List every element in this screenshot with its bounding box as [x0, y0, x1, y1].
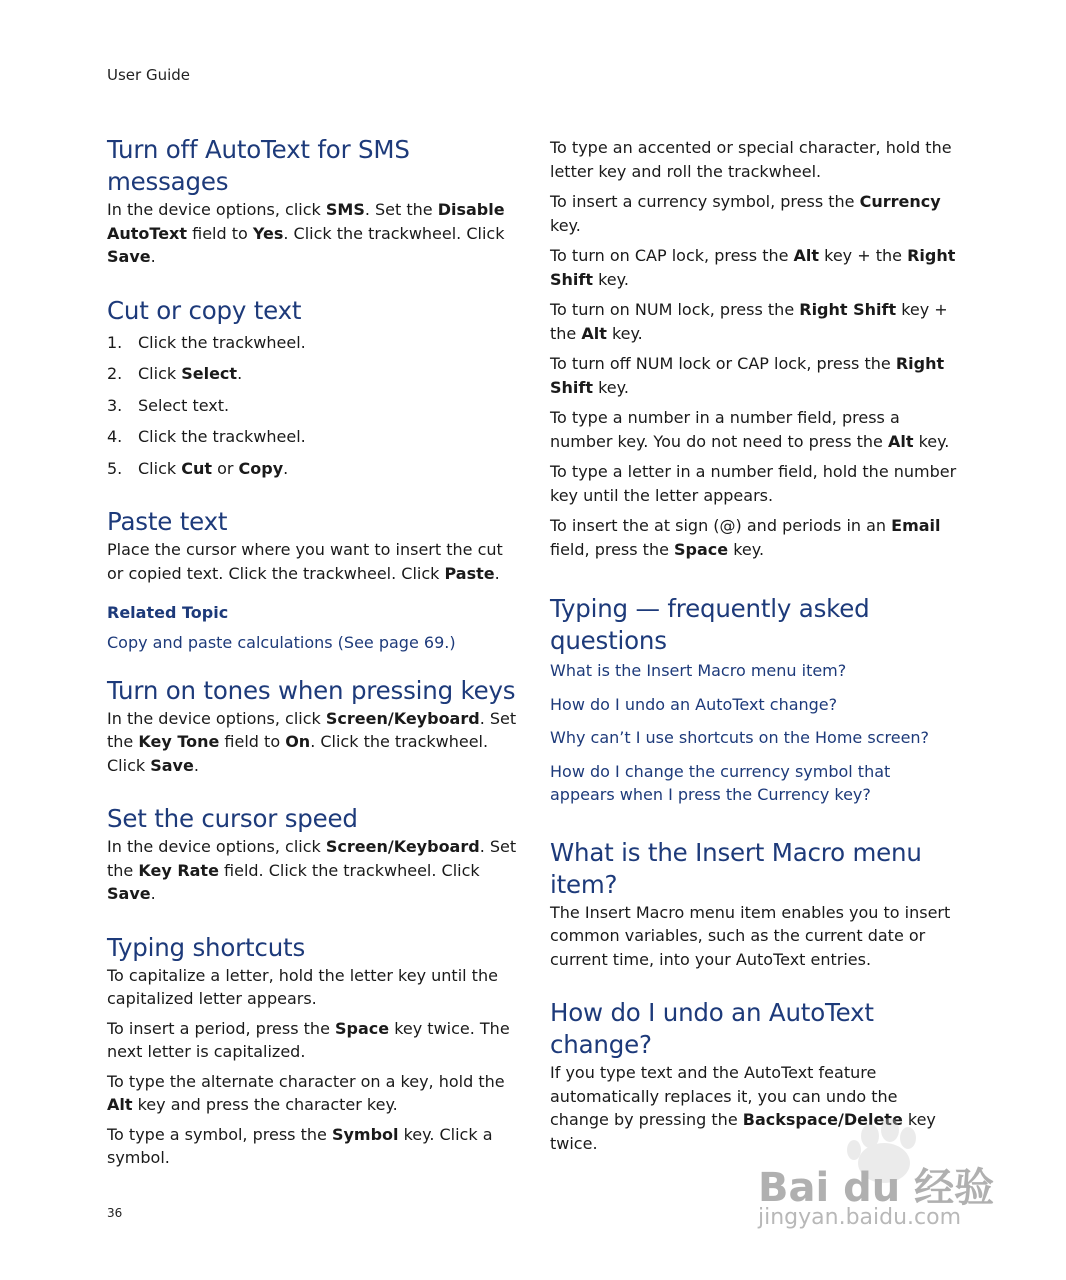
section-title: Typing shortcuts — [107, 932, 306, 962]
section-title: Cut or copy text — [107, 295, 302, 325]
faq-link[interactable]: Why can’t I use shortcuts on the Home screen? — [550, 728, 930, 747]
paragraph: To turn off NUM lock or CAP lock, press the Right Shift key. — [550, 354, 945, 397]
section-title: How do I undo an AutoText change? — [550, 998, 874, 1059]
section-paste — [107, 506, 517, 655]
paragraph: Place the cursor where you want to insert the cut or copied text. Click the trackwheel. Click Paste. — [107, 540, 503, 583]
section-title: Paste text — [107, 507, 228, 536]
faq-link[interactable]: How do I undo an AutoText change? — [550, 694, 838, 714]
list-item: 4. Click the trackwheel. — [107, 427, 306, 446]
list-item: 2. Click Select. — [107, 364, 243, 383]
faq-link[interactable]: What is the Insert Macro menu item? — [550, 661, 847, 680]
paragraph: To turn on CAP lock, press the Alt key + the Right Shift key. — [550, 246, 956, 289]
section-typing-shortcuts — [107, 932, 517, 1170]
paragraph: If you type text and the AutoText feature automatically replaces it, you can undo the change by pressing the Backspace/Delete key twice. — [550, 1063, 936, 1153]
watermark-url: jingyan.baidu.com — [758, 1205, 962, 1230]
section-title: Typing — frequently asked questions — [550, 594, 870, 655]
section-cut-copy — [107, 295, 517, 481]
paragraph: In the device options, click SMS. Set the Disable AutoText field to Yes. Click the trackwheel. Click Save. — [107, 200, 505, 266]
section-autotext-sms — [107, 134, 517, 269]
section-faq — [550, 593, 960, 807]
faq-link[interactable]: How do I change the currency symbol that appears when I press the Currency key? — [550, 761, 891, 804]
paragraph: The Insert Macro menu item enables you to insert common variables, such as the current date or current time, into your AutoText entries. — [550, 902, 951, 969]
right-column — [550, 136, 960, 1162]
related-topic-heading: Related Topic — [107, 603, 229, 622]
steps-list — [107, 331, 517, 481]
paragraph: To insert a currency symbol, press the Currency key. — [550, 192, 941, 235]
watermark-text: Bai du 经验 — [758, 1165, 995, 1211]
section-tones — [107, 675, 517, 778]
related-topic-link[interactable]: Copy and paste calculations (See page 69.) — [107, 633, 456, 652]
section-title: Set the cursor speed — [107, 804, 358, 833]
paragraph: To turn on NUM lock, press the Right Shift key + the Alt key. — [550, 300, 948, 343]
paragraph: In the device options, click Screen/Keyboard. Set the Key Rate field. Click the trackwheel. Click Save. — [107, 837, 517, 903]
paragraph: In the device options, click Screen/Keyboard. Set the Key Tone field to On. Click the trackwheel. Click Save. — [107, 708, 517, 775]
paragraph: To insert the at sign (@) and periods in an Email field, press the Space key. — [550, 516, 941, 559]
section-title: What is the Insert Macro menu item? — [550, 837, 922, 899]
paragraph: To type the alternate character on a key, hold the Alt key and press the character key. — [107, 1071, 505, 1114]
running-header: User Guide — [107, 66, 191, 84]
page-number: 36 — [107, 1206, 123, 1220]
left-column — [107, 134, 517, 1176]
paragraph: To type a letter in a number field, hold the number key until the letter appears. — [550, 462, 957, 505]
paragraph: To type a symbol, press the Symbol key. Click a symbol. — [107, 1124, 493, 1167]
list-item: 5. Click Cut or Copy. — [107, 458, 289, 478]
section-cursor-speed — [107, 803, 517, 906]
paragraph: To capitalize a letter, hold the letter key until the capitalized letter appears. — [107, 965, 498, 1008]
paragraph: To type an accented or special character, hold the letter key and roll the trackwheel. — [550, 138, 952, 181]
list-item: 3. Select text. — [107, 395, 230, 415]
section-title: Turn off AutoText for SMS messages — [107, 135, 410, 196]
section-title: Turn on tones when pressing keys — [107, 675, 516, 705]
shortcuts-continued — [550, 136, 960, 561]
paragraph: To type a number in a number field, press a number key. You do not need to press the Alt key. — [550, 408, 950, 451]
section-insert-macro — [550, 837, 960, 972]
list-item: 1. Click the trackwheel. — [107, 332, 306, 352]
paragraph: To insert a period, press the Space key twice. The next letter is capitalized. — [107, 1018, 510, 1061]
